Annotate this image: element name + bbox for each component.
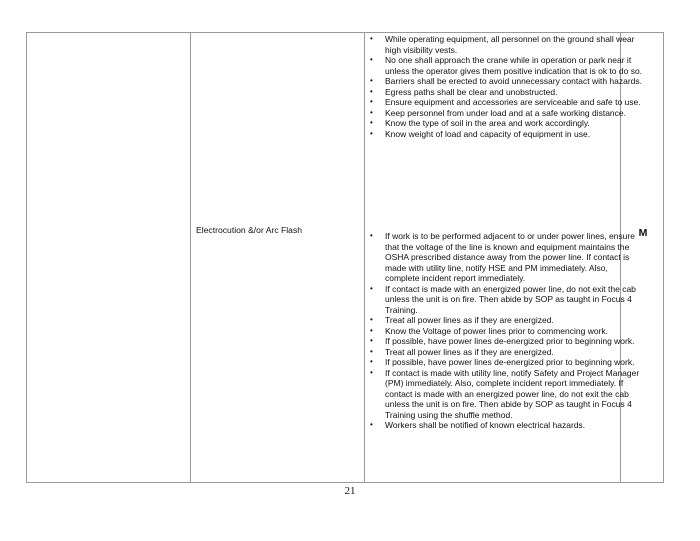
controls-list-general <box>365 34 643 139</box>
control-item: • If work is to be performed adjacent to or under power lines, ensure that the voltage of the line is known and equipment maintains the OSHA prescribed distance away from the power line. If contact is made with utility line, notify HSE and PM immediately. Also, complete incident report immediately. <box>385 231 643 284</box>
control-item: • Treat all power lines as if they are energized. <box>385 347 643 358</box>
control-item: • No one shall approach the crane while in operation or park near it unless the operator gives them positive indication that is ok to do so. <box>385 55 643 76</box>
control-item: • Egress paths shall be clear and unobstructed. <box>385 87 643 98</box>
control-item: • If possible, have power lines de-energized prior to beginning work. <box>385 336 643 347</box>
control-item: • Know the Voltage of power lines prior to commencing work. <box>385 326 643 337</box>
control-item: • If contact is made with utility line, notify Safety and Project Manager (PM) immediately. Also, complete incident report immediately. If contact is made with an energized power line, do not exit the cab unless the unit is on fire. Then abide by SOP as taught in Focus 4 Training using the shuffle method. <box>385 368 643 421</box>
page-number: 21 <box>344 485 356 497</box>
control-item: • If possible, have power lines de-energized prior to beginning work. <box>385 357 643 368</box>
column-divider <box>190 33 191 482</box>
control-item: • If contact is made with an energized power line, do not exit the cab unless the unit is on fire. Then abide by SOP as taught in Focus 4 Training. <box>385 284 643 316</box>
control-item: • Know weight of load and capacity of equipment in use. <box>385 129 643 140</box>
risk-rating-cell: M <box>638 227 648 239</box>
control-item: • Know the type of soil in the area and work accordingly. <box>385 118 643 129</box>
control-item: • Workers shall be notified of known electrical hazards. <box>385 420 643 431</box>
control-item: • Treat all power lines as if they are energized. <box>385 315 643 326</box>
control-item: • While operating equipment, all personnel on the ground shall wear high visibility vests. <box>385 34 643 55</box>
hazard-cell: Electrocution &/or Arc Flash <box>196 225 303 235</box>
hazard-analysis-table <box>26 32 664 483</box>
control-item: • Keep personnel from under load and at a safe working distance. <box>385 108 643 119</box>
control-item: • Barriers shall be erected to avoid unnecessary contact with hazards. <box>385 76 643 87</box>
controls-list-electrocution <box>365 231 643 431</box>
control-item: • Ensure equipment and accessories are serviceable and safe to use. <box>385 97 643 108</box>
